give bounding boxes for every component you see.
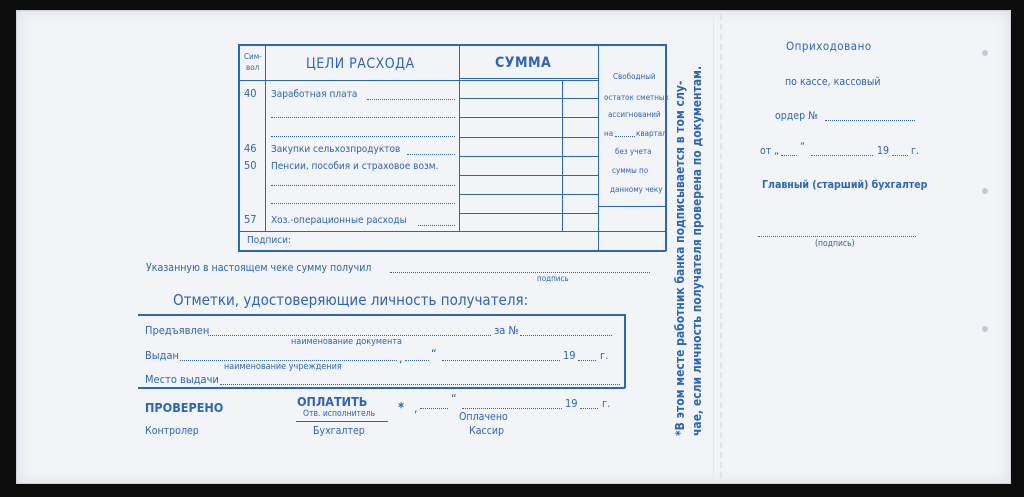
responsible-label: Отв. исполнитель [303,409,376,419]
row-code: 46 [244,142,257,155]
col-symbol-header-2: вол [246,63,260,72]
stub-cashbox-label: по кассе, кассовый [785,76,881,88]
perforation-hole [982,326,988,332]
col-purpose-header: ЦЕЛИ РАСХОДА [306,56,415,72]
col-sum-header: СУММА [495,55,552,71]
stub-posted-label: Оприходовано [786,39,872,53]
row-label: Пенсии, пособия и страховое возм. [271,161,439,172]
place-of-issue-label: Место выдачи [145,373,219,386]
presented-label: Предъявлен [145,324,210,337]
perforation-hole [982,188,988,194]
row-label: Заработная плата [271,89,358,100]
stub-order-number-field[interactable] [825,120,915,121]
row-code: 57 [244,213,257,226]
issue-date-field[interactable] [442,360,560,361]
col-symbol-header: Сим- [244,52,262,61]
received-amount-text: Указанную в настоящем чеке сумму получил [146,262,372,274]
row-label: Хоз.-операционные расходы [271,215,407,226]
identity-section-title: Отметки, удостоверяющие личность получателя: [173,291,529,309]
stub-from-label: от [760,145,772,157]
perforation-hole [982,50,988,56]
stub-fold-line [713,14,714,478]
bank-note-line-2: чае, если личность получателя проверена по документам. [690,65,704,436]
document-name-caption: наименование документа [291,337,402,347]
bank-star-mark: * [398,401,405,416]
payment-date-field[interactable] [462,408,562,409]
document-number-label: за № [494,324,519,337]
document-name-field[interactable] [208,335,491,336]
signature-caption: подпись [537,274,569,283]
issued-label: Выдан [145,349,179,362]
signatures-label: Подписи: [247,235,292,246]
paid-label: Оплачено [459,411,508,423]
cashier-label: Кассир [469,425,505,437]
row-code: 50 [244,159,257,172]
checked-label: ПРОВЕРЕНО [145,400,224,415]
place-of-issue-field[interactable] [220,384,620,385]
controller-label: Контролер [145,425,199,437]
document-number-field[interactable] [520,335,612,336]
accountant-label: Бухгалтер [313,425,365,437]
stub-date-field[interactable] [811,155,873,156]
stub-signature-caption: (подпись) [815,239,855,249]
receiver-signature-line[interactable] [390,272,650,273]
institution-caption: наименование учреждения [224,362,342,372]
row-label: Закупки сельхозпродуктов [271,144,401,155]
stub-chief-accountant-label: Главный (старший) бухгалтер [762,179,928,191]
bank-note-line-1: *В этом месте работник банка подписывается в том слу- [673,80,687,436]
pay-label: ОПЛАТИТЬ [297,394,368,409]
row-code: 40 [244,87,257,100]
stub-order-label: ордер № [775,110,818,122]
perforation-line [720,14,722,478]
issuer-field[interactable] [180,360,397,361]
stub-signature-field[interactable] [758,236,916,237]
